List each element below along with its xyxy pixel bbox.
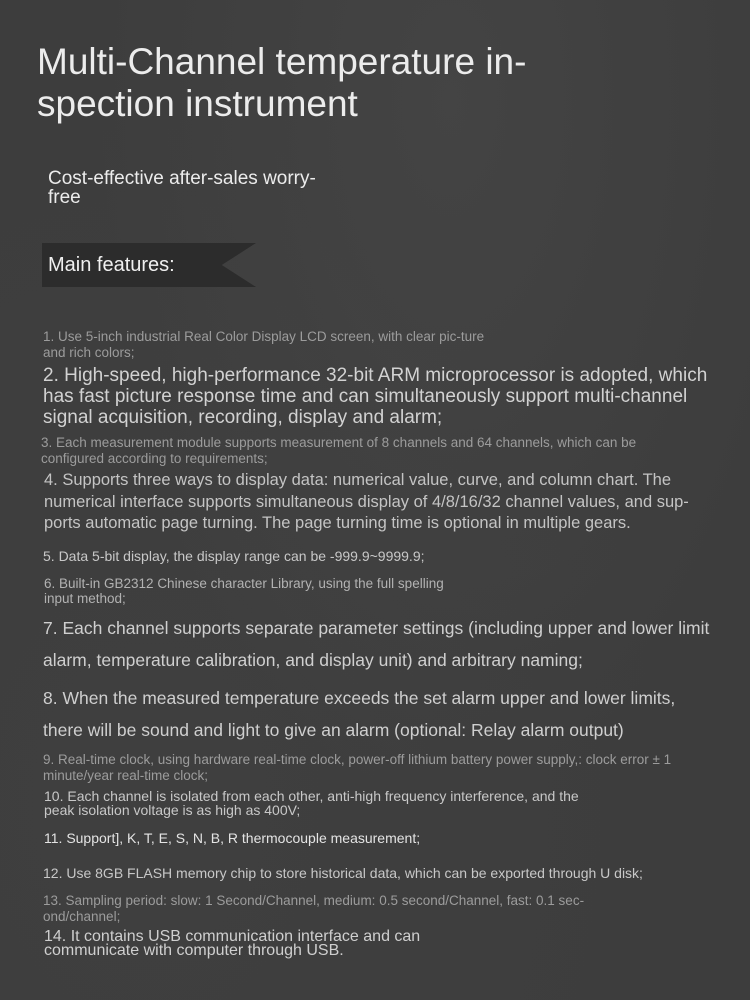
feature-item-5: 5. Data 5-bit display, the display range can be -999.9~9999.9; bbox=[43, 548, 425, 564]
subtitle: Cost-effective after-sales worry-free bbox=[48, 168, 316, 208]
feature-item-1: 1. Use 5-inch industrial Real Color Display LCD screen, with clear pic-ture and rich colors; bbox=[43, 329, 485, 360]
feature-item-10: 10. Each channel is isolated from each other, anti-high frequency interference, and the peak isolation voltage is as high as 400V; bbox=[44, 788, 579, 818]
feature-item-11: 11. Support], K, T, E, S, N, B, R thermocouple measurement; bbox=[44, 830, 421, 846]
page-title: Multi-Channel temperature in-spection instrument bbox=[37, 41, 527, 124]
feature-item-13: 13. Sampling period: slow: 1 Second/Channel, medium: 0.5 second/Channel, fast: 0.1 sec-ond/channel; bbox=[43, 893, 585, 924]
feature-item-3: 3. Each measurement module supports measurement of 8 channels and 64 channels, which can be configured according to requirements; bbox=[41, 435, 637, 466]
feature-item-14: 14. It contains USB communication interface and can communicate with computer through USB. bbox=[44, 928, 421, 959]
feature-item-7: 7. Each channel supports separate parameter settings (including upper and lower limit alarm, temperature calibration, and display unit) and arbitrary naming; bbox=[43, 618, 710, 670]
feature-item-8: 8. When the measured temperature exceeds the set alarm upper and lower limits, there will be sound and light to give an alarm (optional: Relay alarm output) bbox=[43, 688, 676, 740]
feature-item-4: 4. Supports three ways to display data: numerical value, curve, and column chart. The numerical interface supports simultaneous display of 4/8/16/32 channel values, and sup-ports automatic page turning. The page turning time is optional in multiple gears. bbox=[44, 471, 689, 532]
features-heading: Main features: bbox=[48, 254, 175, 276]
feature-item-6: 6. Built-in GB2312 Chinese character Library, using the full spelling input method; bbox=[44, 576, 444, 606]
feature-item-12: 12. Use 8GB FLASH memory chip to store historical data, which can be exported through U disk; bbox=[43, 865, 643, 881]
feature-item-9: 9. Real-time clock, using hardware real-time clock, power-off lithium battery power supply,: clock error ± 1 minute/year real-time clock; bbox=[43, 752, 672, 783]
feature-item-2: 2. High-speed, high-performance 32-bit ARM microprocessor is adopted, which has fast picture response time and can simultaneously support multi-channel signal acquisition, recording, display and alarm; bbox=[43, 365, 708, 428]
